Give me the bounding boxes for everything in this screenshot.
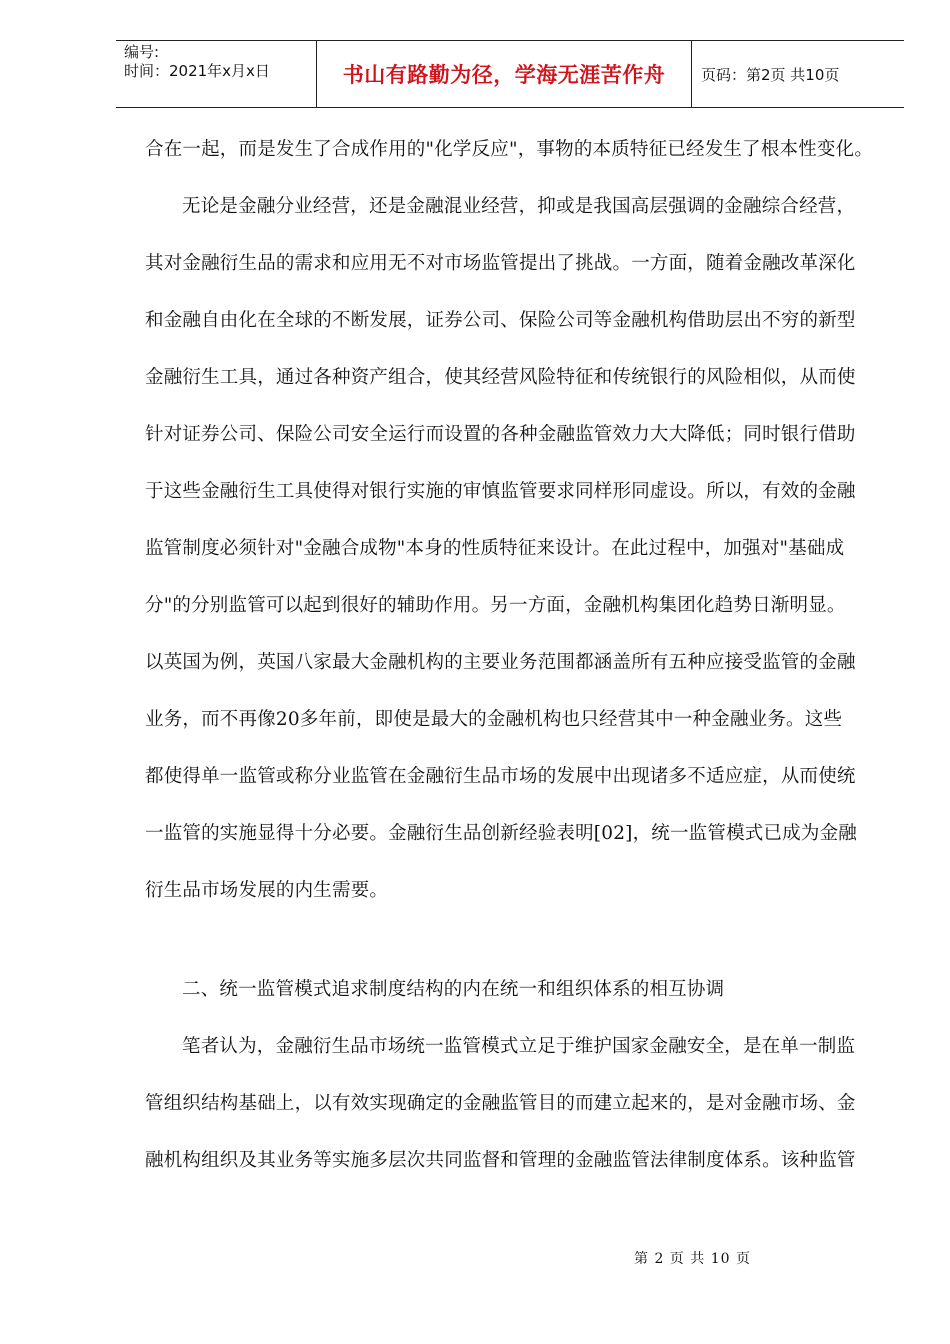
section-heading: 二、统一监管模式追求制度结构的内在统一和组织体系的相互协调 <box>182 979 725 1000</box>
body-line-13: 一监管的实施显得十分必要。金融衍生品创新经验表明[02]，统一监管模式已成为金融 <box>145 823 857 844</box>
document-time-label: 时间：2021年x月x日 <box>124 62 270 80</box>
header-meta <box>116 41 316 107</box>
header-page-label: 页码：第2页 共10页 <box>701 65 840 84</box>
body-line-5: 金融衍生工具，通过各种资产组合，使其经营风险特征和传统银行的风险相似，从而使 <box>145 367 856 388</box>
body-line-16: 笔者认为，金融衍生品市场统一监管模式立足于维护国家金融安全，是在单一制监 <box>182 1036 856 1057</box>
body-line-14: 衍生品市场发展的内生需要。 <box>145 880 389 901</box>
body-line-12: 都使得单一监管或称分业监管在金融衍生品市场的发展中出现诸多不适应症，从而使统 <box>145 766 856 787</box>
body-line-10: 以英国为例，英国八家最大金融机构的主要业务范围都涵盖所有五种应接受监管的金融 <box>145 652 856 673</box>
body-line-8: 监管制度必须针对"金融合成物"本身的性质特征来设计。在此过程中，加强对"基础成 <box>145 538 845 559</box>
body-line-2: 无论是金融分业经营，还是金融混业经营，抑或是我国高层强调的金融综合经营， <box>182 196 856 217</box>
body-line-4: 和金融自由化在全球的不断发展，证券公司、保险公司等金融机构借助层出不穷的新型 <box>145 310 856 331</box>
body-line-17: 管组织结构基础上，以有效实现确定的金融监管目的而建立起来的，是对金融市场、金 <box>145 1093 856 1114</box>
page-footer: 第 2 页 共 10 页 <box>634 1251 751 1267</box>
body-line-11: 业务，而不再像20多年前，即使是最大的金融机构也只经营其中一种金融业务。这些 <box>145 709 843 730</box>
header-motto: 书山有路勤为径，学海无涯苦作舟 <box>316 41 692 107</box>
body-line-7: 于这些金融衍生工具使得对银行实施的审慎监管要求同样形同虚设。所以，有效的金融 <box>145 481 856 502</box>
page-header <box>116 40 904 108</box>
body-line-6: 针对证券公司、保险公司安全运行而设置的各种金融监管效力大大降低；同时银行借助 <box>145 424 856 445</box>
body-line-18: 融机构组织及其业务等实施多层次共同监督和管理的金融监管法律制度体系。该种监管 <box>145 1150 856 1171</box>
body-line-3: 其对金融衍生品的需求和应用无不对市场监管提出了挑战。一方面，随着金融改革深化 <box>145 253 856 274</box>
document-number-label: 编号: <box>124 43 160 61</box>
body-line-1: 合在一起，而是发生了合成作用的"化学反应"，事物的本质特征已经发生了根本性变化。 <box>145 139 874 160</box>
body-line-9: 分"的分别监管可以起到很好的辅助作用。另一方面，金融机构集团化趋势日渐明显。 <box>145 595 846 616</box>
